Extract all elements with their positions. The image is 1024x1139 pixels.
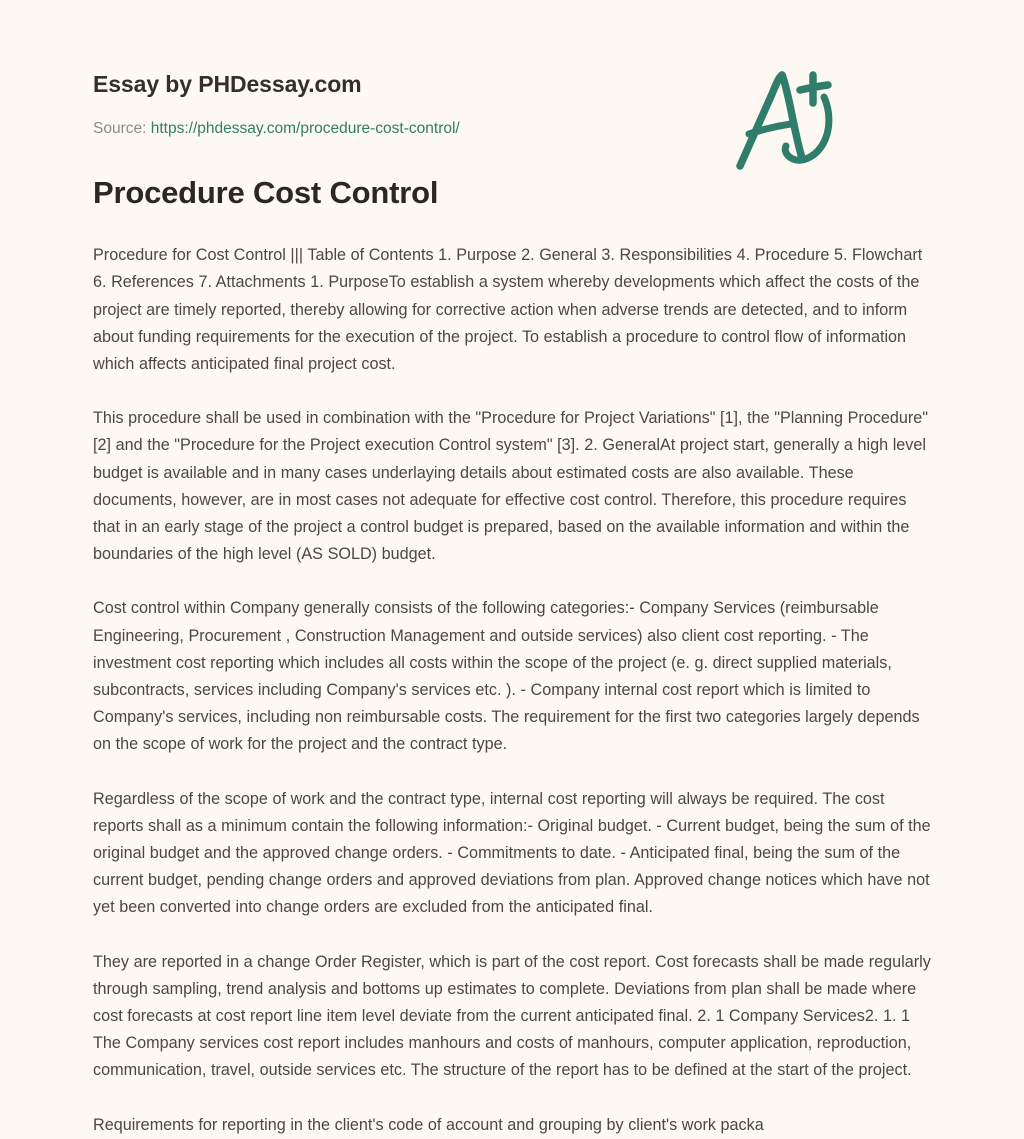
brand-title: Essay by PHDessay.com	[93, 71, 362, 97]
page-title: Procedure Cost Control	[93, 175, 439, 210]
body-paragraph: Cost control within Company generally consists of the following categories:- Company Services (reimbursable Engineering, Procurement , Construction Management and outside services) also client cost reporting. - The investment cost reporting which includes all costs within the scope of the project (e. g. direct supplied materials, subcontracts, services including Company's services etc. ). - Company internal cost report which is limited to Company's services, including non reimbursable costs. The requirement for the first two categories largely depends on the scope of work for the project and the contract type.	[93, 599, 920, 754]
body-paragraph: This procedure shall be used in combination with the "Procedure for Project Variations" [1], the "Planning Procedure" [2] and the "Procedure for the Project execution Control system" [3]. 2. GeneralAt project start, generally a high level budget is available and in many cases underlaying details about estimated costs are also available. These documents, however, are in most cases not adequate for effective cost control. Therefore, this procedure requires that in an early stage of the project a control budget is prepared, based on the available information and within the boundaries of the high level (AS SOLD) budget.	[93, 409, 929, 564]
body-paragraph: They are reported in a change Order Register, which is part of the cost report. Cost forecasts shall be made regularly through sampling, trend analysis and bottoms up estimates to complete. Deviations from plan shall be made where cost forecasts at cost report line item level deviate from the current anticipated final. 2. 1 Company Services2. 1. 1 The Company services cost report includes manhours and costs of manhours, computer application, reproduction, communication, travel, outside services etc. The structure of the report has to be defined at the start of the project.	[93, 952, 931, 1080]
body-paragraph: Procedure for Cost Control ||| Table of Contents 1. Purpose 2. General 3. Responsibilities 4. Procedure 5. Flowchart 6. References 7. Attachments 1. PurposeTo establish a system whereby developments which affect the costs of the project are timely reported, thereby allowing for corrective action when adverse trends are detected, and to inform about funding requirements for the execution of the project. To establish a procedure to control flow of information which affects anticipated final project cost.	[93, 246, 923, 373]
source-url-link[interactable]: https://phdessay.com/procedure-cost-control/	[150, 120, 460, 138]
body-paragraph: Regardless of the scope of work and the contract type, internal cost reporting will always be required. The cost reports shall as a minimum contain the following information:- Original budget. - Current budget, being the sum of the original budget and the approved change orders. - Commitments to date. - Anticipated final, being the sum of the current budget, pending change orders and approved deviations from plan. Approved change notices which have not yet been converted into change orders are excluded from the anticipated final.	[93, 789, 931, 917]
essay-body	[93, 242, 933, 1139]
page-header	[93, 0, 931, 138]
source-label: Source:	[93, 120, 151, 138]
body-paragraph-truncated: Requirements for reporting in the client's code of account and grouping by client's work packa	[93, 1115, 764, 1134]
source-line	[93, 120, 931, 139]
